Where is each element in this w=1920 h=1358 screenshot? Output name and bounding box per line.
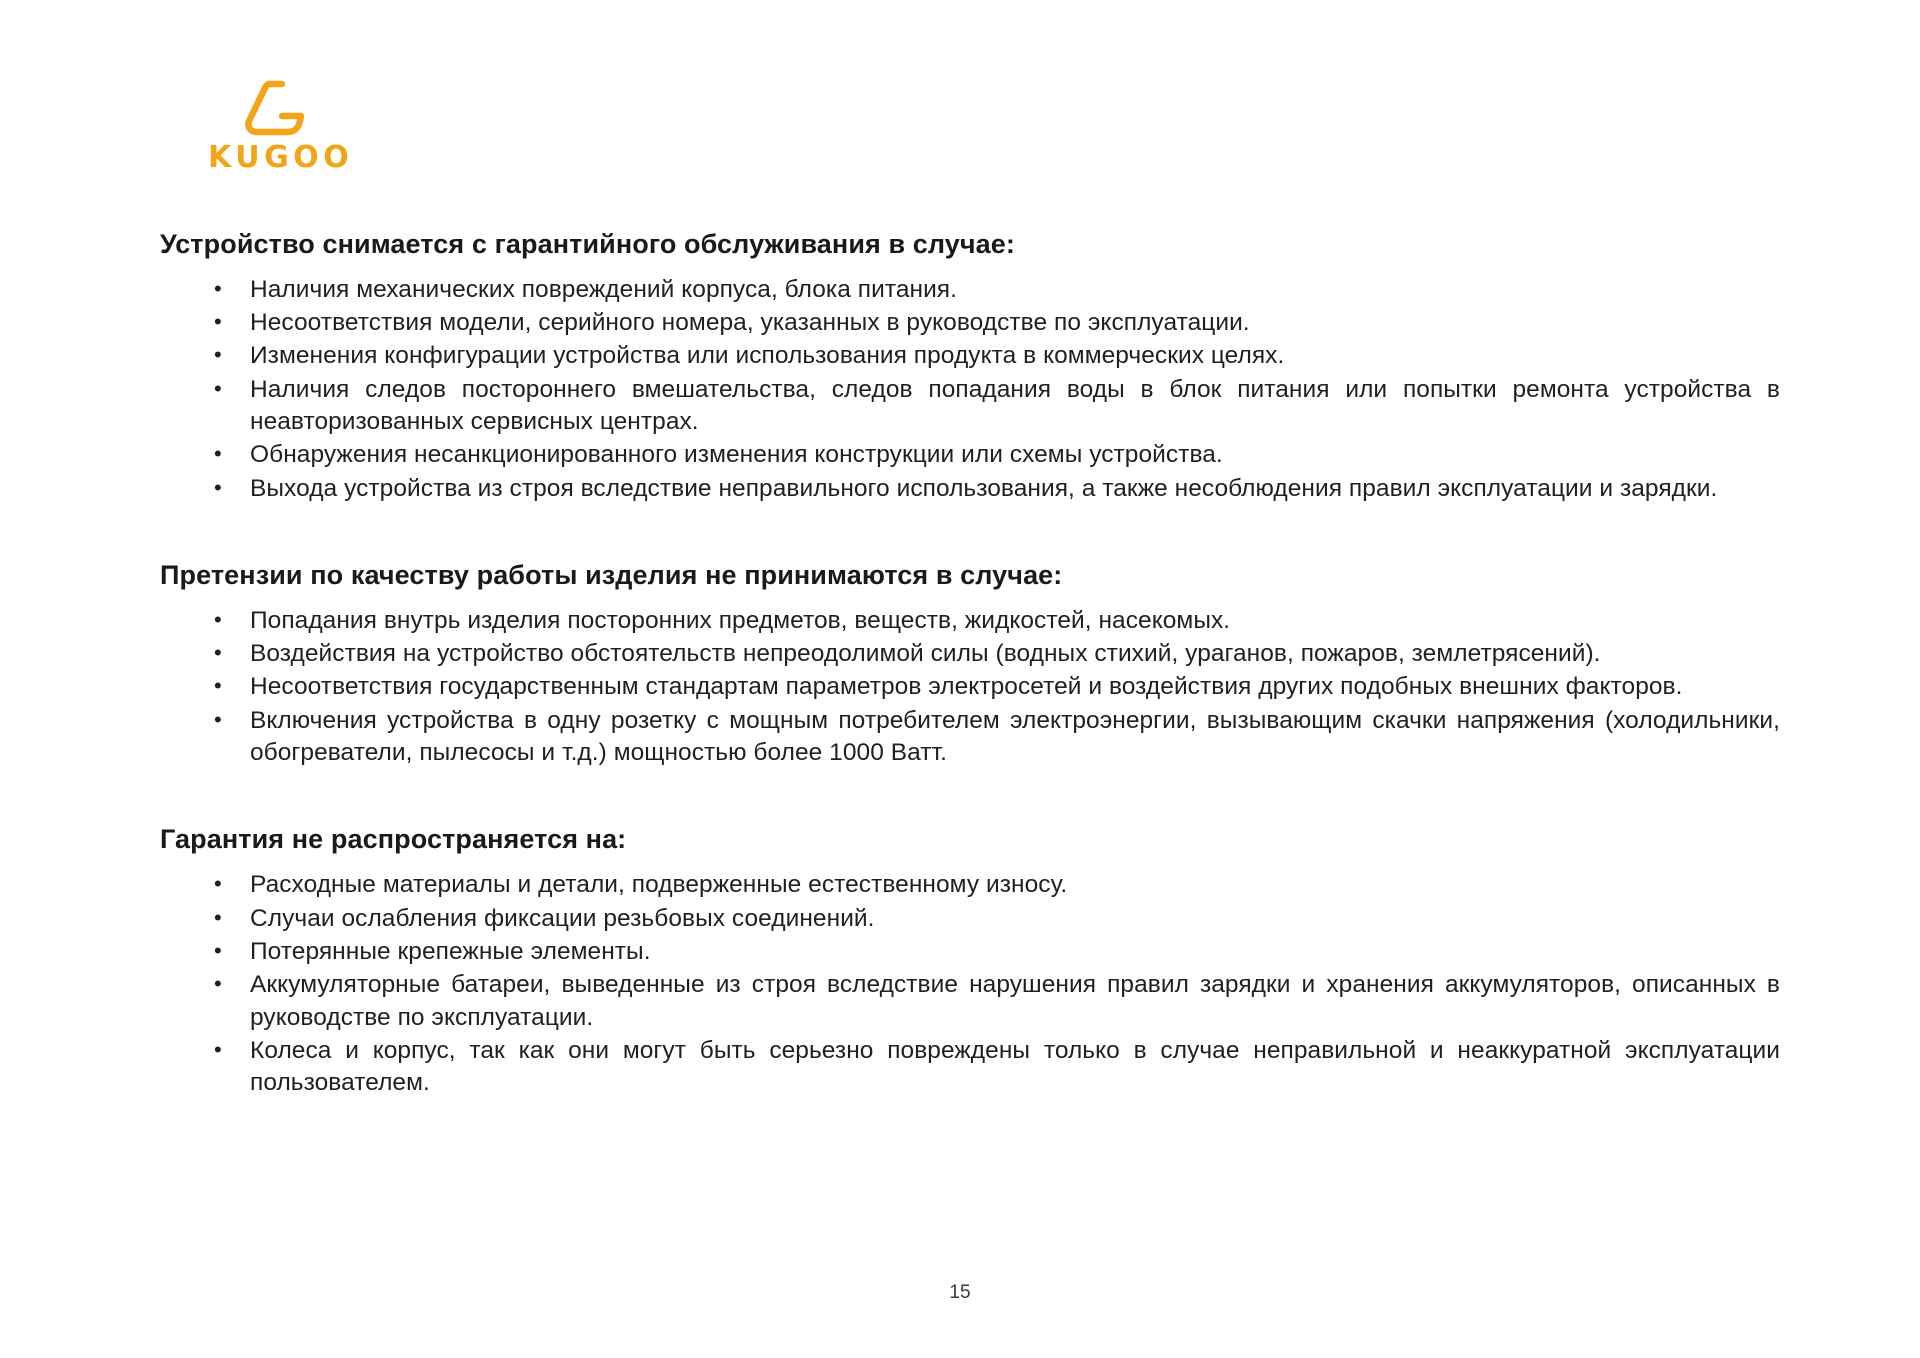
bullet-list — [160, 869, 1780, 1099]
section-heading: Претензии по качеству работы изделия не принимаются в случае: — [160, 560, 1063, 591]
list-item: • Случаи ослабления фиксации резьбовых соединений. — [208, 903, 1780, 935]
list-item: • Аккумуляторные батареи, выведенные из строя вследствие нарушения правил зарядки и хранения аккумуляторов, описанных в руководстве по эксплуатации. — [208, 969, 1780, 1034]
bullet-list — [160, 605, 1780, 770]
list-item: • Потерянные крепежные элементы. — [208, 936, 1780, 968]
section-heading: Устройство снимается с гарантийного обслуживания в случае: — [160, 229, 1016, 259]
kugoo-g-mark-icon — [242, 78, 308, 140]
list-item: • Выхода устройства из строя вследствие неправильного использования, а также несоблюдения правил эксплуатации и зарядки. — [208, 473, 1780, 505]
list-item: • Наличия следов постороннего вмешательства, следов попадания воды в блок питания или попытки ремонта устройства в неавторизованных сервисных центрах. — [208, 374, 1780, 439]
list-item: • Попадания внутрь изделия посторонних предметов, веществ, жидкостей, насекомых. — [208, 605, 1780, 637]
document-body — [160, 228, 1780, 1100]
list-item: • Колеса и корпус, так как они могут быть серьезно повреждены только в случае неправильной и неаккуратной эксплуатации пользователем. — [208, 1035, 1780, 1100]
list-item: • Расходные материалы и детали, подверженные естественному износу. — [208, 869, 1780, 901]
list-item: • Несоответствия модели, серийного номера, указанных в руководстве по эксплуатации. — [208, 307, 1780, 339]
section-warranty-void — [160, 228, 1780, 505]
section-warranty-exclusions — [160, 823, 1780, 1099]
brand-wordmark: KUGOO — [208, 140, 354, 175]
bullet-list — [160, 274, 1780, 505]
list-item: • Воздействия на устройство обстоятельств непреодолимой силы (водных стихий, ураганов, пожаров, землетрясений). — [208, 638, 1780, 670]
brand-logo — [208, 78, 398, 178]
list-item: • Несоответствия государственным стандартам параметров электросетей и воздействия других подобных внешних факторов. — [208, 671, 1780, 703]
list-item: • Обнаружения несанкционированного изменения конструкции или схемы устройства. — [208, 439, 1780, 471]
list-item: • Наличия механических повреждений корпуса, блока питания. — [208, 274, 1780, 306]
list-item: • Изменения конфигурации устройства или использования продукта в коммерческих целях. — [208, 340, 1780, 372]
section-claims-rejected — [160, 559, 1780, 769]
page-number: 15 — [949, 1282, 971, 1303]
section-heading: Гарантия не распространяется на: — [160, 824, 627, 855]
list-item: • Включения устройства в одну розетку с мощным потребителем электроэнергии, вызывающим скачки напряжения (холодильники, обогреватели, пылесосы и т.д.) мощностью более 1000 Ватт. — [208, 705, 1780, 770]
